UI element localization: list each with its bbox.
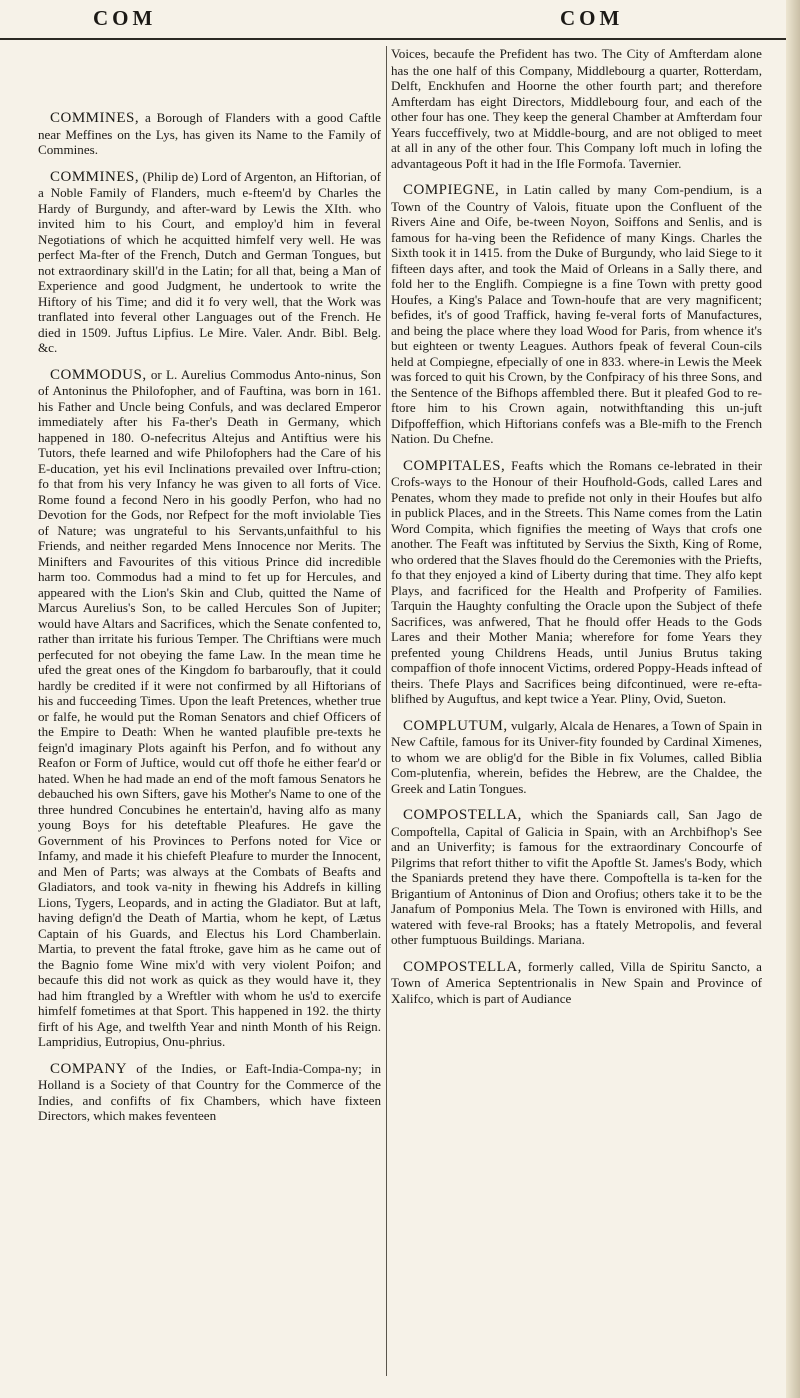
- entry-text: Feafts which the Romans ce-lebrated in their Crofs-ways to the Honour of their Houfhold-Gods, called Lares and Penates, whom they made to prefide not only in their Houfes but alfo in publick Places, and in the Streets. This Name comes from the Latin Word Compita, which fignifies the meeting of Ways that crofs one another. The Feaft was inftituted by Servius the Sixth, King of Rome, who ordered that the Slaves fhould do the Ceremonies with the Priefts, fo that they enjoyed a kind of Liberty during that time. They alfo kept Plays, and facrificed for the Health and Profperity of Families. Tarquin the Haughty confulting the Oracle upon the Subject of thefe Sacrifices, was anfwered, That he fhould offer Heads to the Gods Lares and their Mother Mania; wherefore for fome Years they prefented young Childrens Heads, until Junius Brutus taking compaffion of thofe innocent Victims, ordered Poppy-Heads inftead of theirs. Thefe Plays and Sacrifices being difcontinued, were re-efta-blifhed by Auguftus, and kept twice a Year. Pliny, Ovid, Sueton.: [391, 457, 762, 706]
- running-header-right: COM: [560, 6, 624, 30]
- entry-head: COMPIEGNE,: [403, 182, 500, 198]
- entry-text: Voices, becaufe the Prefident has two. The City of Amfterdam alone has the one half of this Company, Middlebourg a quarter, Rotterdam, Delft, Enckhufen and Hoorne the other fourth part; and therefore Amfterdam has eight Directors, Middlebourg four, and each of the other four has one. They keep the general Chamber at Amfterdam four Years fucceffively, two at Middle-bourg, and are not obliged to meet at all in any of the other four. This Company loft much in lofing the advantageous Poft it had in the Ifle Formofa. Tavernier.: [391, 46, 762, 171]
- entry-compostella-america: [391, 959, 762, 1007]
- entry-head: COMMINES,: [50, 168, 140, 185]
- entry-text: which the Spaniards call, San Jago de Compoftella, Capital of Galicia in Spain, with an Archbifhop's See and an Univerfity; is famous for the extraordinary Concourfe of Pilgrims that refort thither to vifit the Apoftle St. James's Body, which the Spaniards pretend they have there. Compoftella is ta-ken for the Brigantium of Antoninus of Dion and Orofius; others take it to be the Janafum of Pomponius Mela. The Town is environed with Hills, and watered with feve-ral Brooks; has a ftately Metropolis, and feveral other fumptuous Buildings. Mariana.: [391, 807, 763, 947]
- right-column: [391, 46, 762, 1017]
- entry-text: in Latin called by many Com-pendium, is a Town of the Country of Valois, fituate upon the Confluent of the Rivers Aine and Oife, be-tween Noyon, Soiffons and Senlis, and is famous for ha-ving been the Refidence of many Kings. Charles the Sixth took it in 1415. from the Duke of Burgundy, who laid Siege to it fifteen days after, and took the Maid of Orleans in a Sally there, and fold her to the Englifh. Compiegne is a fine Town with pretty good Houfes, a King's Palace and Town-houfe that are very magnificent; befides, it's of good Traffick, having fe-veral forts of Manufactures, and being the place where they load Wood for Paris, from whence it's but eighteen or twenty Leagues. Authors fpeak of feveral Coun-cils held at Compiegne, efpecially of one in 833. where-in Lewis the Meek was forced to quit his Crown, by the Confpiracy of his three Sons, and the Sentence of the Bifhops affembled there. But it pleafed God to re-ftore him to his Crown again, notwithftanding this un-juft Difpoffeffion, which Hiftorians confefs was a Ble-mifh to the French Nation. Du Chefne.: [391, 182, 762, 446]
- entry-company: [38, 1061, 381, 1124]
- entry-head: COMMINES,: [50, 110, 140, 126]
- entry-commines-borough: [38, 110, 381, 158]
- entry-text: vulgarly, Alcala de Henares, a Town of Spain in New Caftile, famous for its Univer-fity founded by Cardinal Ximenes, to whom we are oblig'd for the Bible in fix Volumes, called Biblia Com-plutenfia, wherein, befides the Hebrew, are the Chaldee, the Greek and Latin Tongues.: [391, 717, 762, 796]
- entry-head: COMPANY: [50, 1060, 128, 1077]
- entry-commodus: [38, 367, 381, 1050]
- entry-text: of the Indies, or Eaft-India-Compa-ny; in Holland is a Society of that Country for the Commerce of the Indies, and confifts of fix Chambers, which have fixteen Directors, which makes feventeen: [38, 1060, 381, 1123]
- entry-commines-philip: [38, 169, 381, 356]
- entry-company-continued: [391, 46, 762, 171]
- entry-compostella-spain: [391, 807, 762, 948]
- entry-compiegne: [391, 182, 762, 447]
- entry-head: COMPOSTELLA,: [403, 958, 522, 975]
- entry-text: (Philip de) Lord of Argenton, an Hiftorian, of a Noble Family of Flanders, much e-fteem'd by Charles the Hardy of Burgundy, and after-ward by Lewis the XIth. who invited him to his Court, and employ'd him in feveral Negotiations of which he acquitted himfelf very well. He was perfect Ma-fter of the French, Dutch and German Tongues, but not extraordinary skill'd in the Latin; for all that, being a Man of Experience and good Judgment, he undertook to write the Hiftory of his Time; and did it fo very well, that the Work was tranflated into feveral other Languages out of the French. He died in 1509. Juftus Lipfius. Le Mire. Valer. Andr. Bibl. Belg. &c.: [38, 168, 381, 355]
- entry-head: COMPLUTUM,: [403, 717, 508, 734]
- page-edge: [786, 0, 800, 1398]
- entry-text: formerly called, Villa de Spiritu Sancto, a Town of America Septentrionalis in New Spain and Province of Xalifco, which is part of Audiance: [391, 958, 762, 1006]
- entry-text: a Borough of Flanders with a good Caftle near Meffines on the Lys, has given its Name to the Family of Commines.: [38, 110, 381, 157]
- entry-head: COMMODUS,: [50, 366, 147, 383]
- entry-head: COMPOSTELLA,: [403, 807, 522, 823]
- entry-head: COMPITALES,: [403, 457, 506, 474]
- running-header-left: COM: [93, 6, 157, 30]
- entry-compitales: [391, 458, 762, 707]
- left-column: [38, 110, 381, 1135]
- entry-complutum: [391, 718, 762, 797]
- entry-text: or L. Aurelius Commodus Anto-ninus, Son of Antoninus the Philofopher, and of Fauftina, was born in 161. his Father and Uncle being Confuls, and was declared Emperor immediately after his Fa-ther's Death in Germany, which happened in 180. O-nefecritus Altejus and Antiftius were his Tutors, thefe learned and wife Philofophers had the Care of his E-ducation, yet his evil Inclinations prevailed over Inftru-ction; fo that from his very Infancy he was given to all forts of Vice. Rome found a fecond Nero in his goodly Perfon, who had no Devotion for the Gods, nor Refpect for the moft inviolable Ties of Nature; was ungrateful to his Servants,unfaithful to his Friends, and neither regarded Mens Innocence nor Merits. The Minifters and Favourites of this vitious Prince did incredible harm too. Commodus had a mind to fet up for Hercules, and appeared with the Lion's Skin and Club, quitted the Name of Marcus Aurelius's Son, to be called Hercules Son of Jupiter; would have Altars and Sacrifices, which the Senate confented to, rather than irritate his furious Temper. The Chriftians were much perfecuted for not obeying the fame Law. In the mean time he ufed the great ones of the Kingdom fo barbaroufly, that it could hardly be credited if it were not confirmed by all Hiftorians of his and fucceeding Times. Upon the leaft Pretences, whether true or falfe, he would put the Roman Senators and chief Officers of the Empire to Death: When he wanted plaufible pre-texts he feign'd imaginary Plots againft his Perfon, and fo without any Reafon or Form of Juftice, would cut off thofe he either fear'd or hated. When he had made an end of the moft famous Senators he debauched his own Sifters, gave his Mother's Name to one of the three hundred Concubines he entertain'd, having alfo as many young Boys for his deteftable Pleafures. He gave the Government of his Provinces to Perfons noted for Vice or Infamy, and made it his chiefeft Pleafure to murder the Innocent, and Men of Parts; was always at the Combats of Beafts and Gladiators, and took va-nity in fhewing his Addrefs in killing Lions, Tygers, Leopards, and in acting the Gladiator. But at laft, having defign'd the Death of Martia, whom he kept, of Lætus Captain of his Guards, and Electus his Lord Chamberlain. Martia, to prevent the fatal ftroke, gave him as he came out of the Bagnio fome Wine mix'd with very violent Poifon; and becaufe this did not work as quick as they would have it, they had him ftrangled by a Wreftler with whom he us'd to exercife himfelf fometimes at that Sport. This happened in 192. the thirty firft of his Age, and twelfth Year and ninth Month of his Reign. Lampridius, Eutropius, Onu-phrius.: [38, 366, 381, 1049]
- column-divider: [386, 46, 387, 1376]
- header-rule: [0, 38, 800, 40]
